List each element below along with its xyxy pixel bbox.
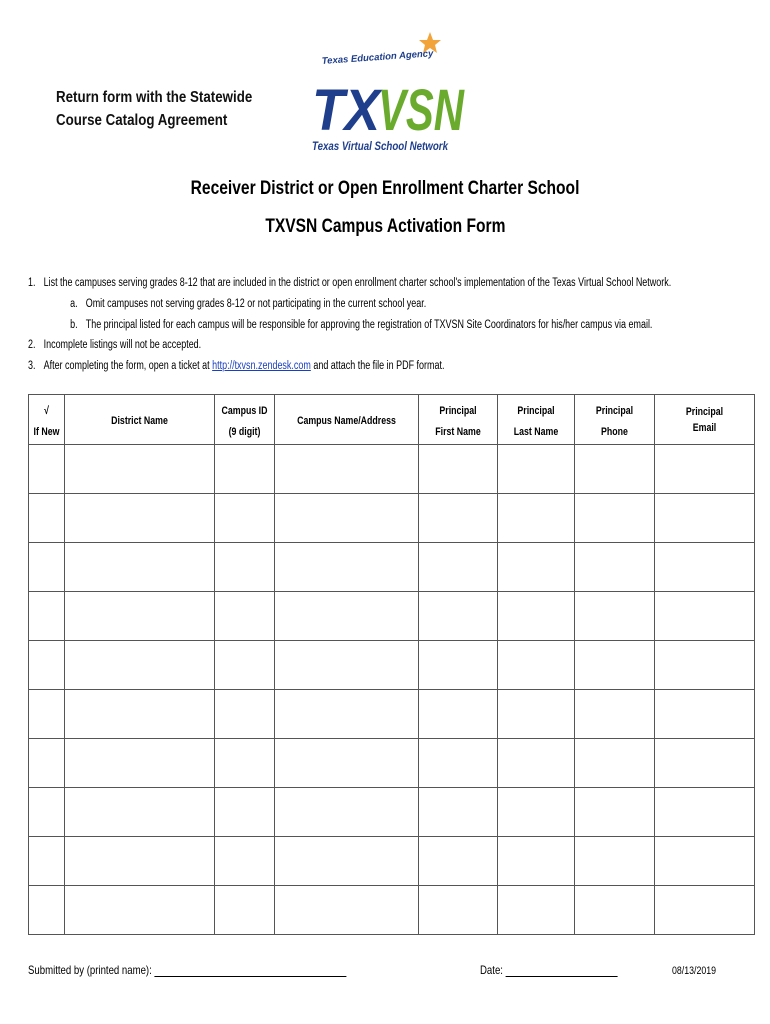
return-note-line-2: Course Catalog Agreement xyxy=(56,112,228,129)
table-cell-input[interactable] xyxy=(655,543,755,592)
table-cell-input[interactable] xyxy=(575,592,655,641)
table-cell-input[interactable] xyxy=(275,592,419,641)
return-instruction-note xyxy=(56,86,252,132)
table-cell-input[interactable] xyxy=(655,739,755,788)
table-cell-input[interactable] xyxy=(575,494,655,543)
table-cell-input[interactable] xyxy=(65,788,215,837)
table-cell-input[interactable] xyxy=(575,837,655,886)
table-cell-input[interactable] xyxy=(655,788,755,837)
table-row xyxy=(29,837,755,886)
table-cell-input[interactable] xyxy=(575,543,655,592)
table-cell-input[interactable] xyxy=(215,886,275,935)
table-header-row xyxy=(29,395,755,445)
table-cell-input[interactable] xyxy=(29,592,65,641)
table-cell-input[interactable] xyxy=(65,543,215,592)
table-cell-input[interactable] xyxy=(419,739,498,788)
col-header-principal-first-name: Principal First Name xyxy=(419,395,498,445)
txvsn-logo xyxy=(308,30,470,154)
table-cell-input[interactable] xyxy=(498,690,575,739)
col-header-campus-name: Campus Name/Address xyxy=(275,395,419,445)
date-line[interactable] xyxy=(506,976,618,977)
logo-tagline-text: Texas Virtual School Network xyxy=(312,141,449,153)
col-header-district-name: District Name xyxy=(65,395,215,445)
table-cell-input[interactable] xyxy=(419,641,498,690)
table-cell-input[interactable] xyxy=(29,690,65,739)
table-cell-input[interactable] xyxy=(275,494,419,543)
table-cell-input[interactable] xyxy=(275,837,419,886)
return-note-line-1: Return form with the Statewide xyxy=(56,89,253,106)
table-row xyxy=(29,739,755,788)
instruction-item-1b: b. The principal listed for each campus will be responsible for approving the registration of TXVSN Site Coordinators for his/her campus via email. xyxy=(70,318,653,331)
logo-vsn-text: VSN xyxy=(378,78,465,143)
col-header-principal-last-name: Principal Last Name xyxy=(498,395,575,445)
logo-tx-text: TX xyxy=(312,78,384,143)
table-cell-input[interactable] xyxy=(575,445,655,494)
table-cell-input[interactable] xyxy=(215,641,275,690)
form-title-line-2: TXVSN Campus Activation Form xyxy=(264,216,506,237)
table-cell-input[interactable] xyxy=(655,592,755,641)
col-header-if-new: √ If New xyxy=(29,395,65,445)
table-cell-input[interactable] xyxy=(29,788,65,837)
table-row xyxy=(29,445,755,494)
col-header-campus-id: Campus ID (9 digit) xyxy=(215,395,275,445)
submitted-by-field xyxy=(28,963,346,977)
table-cell-input[interactable] xyxy=(419,445,498,494)
instruction-item-2: 2. Incomplete listings will not be accepted. xyxy=(28,339,202,352)
table-cell-input[interactable] xyxy=(498,739,575,788)
col-header-principal-phone: Principal Phone xyxy=(575,395,655,445)
table-cell-input[interactable] xyxy=(498,788,575,837)
table-cell-input[interactable] xyxy=(215,690,275,739)
table-cell-input[interactable] xyxy=(498,445,575,494)
table-cell-input[interactable] xyxy=(65,690,215,739)
table-cell-input[interactable] xyxy=(655,690,755,739)
table-body xyxy=(29,445,755,935)
instruction-item-3: 3. After completing the form, open a ticket at http://txvsn.zendesk.com and attach the file in PDF format. xyxy=(28,360,445,373)
submitted-by-line[interactable] xyxy=(154,976,346,977)
table-cell-input[interactable] xyxy=(29,837,65,886)
table-cell-input[interactable] xyxy=(215,788,275,837)
table-cell-input[interactable] xyxy=(65,641,215,690)
table-cell-input[interactable] xyxy=(419,592,498,641)
table-cell-input[interactable] xyxy=(498,543,575,592)
table-cell-input[interactable] xyxy=(215,494,275,543)
col-header-principal-email: Principal Email xyxy=(655,395,755,445)
table-cell-input[interactable] xyxy=(275,788,419,837)
table-row xyxy=(29,690,755,739)
table-cell-input[interactable] xyxy=(655,494,755,543)
table-cell-input[interactable] xyxy=(29,445,65,494)
table-cell-input[interactable] xyxy=(498,494,575,543)
table-cell-input[interactable] xyxy=(498,886,575,935)
table-cell-input[interactable] xyxy=(65,445,215,494)
table-cell-input[interactable] xyxy=(275,886,419,935)
table-cell-input[interactable] xyxy=(65,837,215,886)
table-cell-input[interactable] xyxy=(29,543,65,592)
table-cell-input[interactable] xyxy=(575,788,655,837)
table-cell-input[interactable] xyxy=(215,543,275,592)
table-cell-input[interactable] xyxy=(498,837,575,886)
table-cell-input[interactable] xyxy=(575,739,655,788)
table-cell-input[interactable] xyxy=(419,886,498,935)
table-cell-input[interactable] xyxy=(655,886,755,935)
table-cell-input[interactable] xyxy=(575,690,655,739)
form-title-line-1: Receiver District or Open Enrollment Charter School xyxy=(190,178,580,199)
instructions xyxy=(28,273,761,377)
zendesk-link[interactable]: http://txvsn.zendesk.com xyxy=(212,360,311,373)
table-cell-input[interactable] xyxy=(65,494,215,543)
logo-agency-text: Texas Education Agency xyxy=(321,48,434,67)
table-cell-input[interactable] xyxy=(275,445,419,494)
table-cell-input[interactable] xyxy=(655,641,755,690)
table-cell-input[interactable] xyxy=(65,592,215,641)
campus-table xyxy=(28,394,755,935)
table-cell-input[interactable] xyxy=(29,739,65,788)
table-cell-input[interactable] xyxy=(575,641,655,690)
table-cell-input[interactable] xyxy=(215,445,275,494)
table-row xyxy=(29,592,755,641)
table-cell-input[interactable] xyxy=(275,543,419,592)
table-cell-input[interactable] xyxy=(419,788,498,837)
table-cell-input[interactable] xyxy=(655,445,755,494)
table-cell-input[interactable] xyxy=(419,543,498,592)
table-cell-input[interactable] xyxy=(215,739,275,788)
date-field xyxy=(480,963,618,977)
form-revision-date: 08/13/2019 xyxy=(672,965,717,977)
table-cell-input[interactable] xyxy=(65,886,215,935)
table-cell-input[interactable] xyxy=(419,494,498,543)
table-cell-input[interactable] xyxy=(275,739,419,788)
table-row xyxy=(29,543,755,592)
table-cell-input[interactable] xyxy=(65,739,215,788)
table-cell-input[interactable] xyxy=(275,641,419,690)
table-cell-input[interactable] xyxy=(419,837,498,886)
table-row xyxy=(29,641,755,690)
table-cell-input[interactable] xyxy=(29,886,65,935)
submitted-by-label: Submitted by (printed name): xyxy=(28,963,152,977)
table-cell-input[interactable] xyxy=(29,641,65,690)
table-cell-input[interactable] xyxy=(498,641,575,690)
instruction-item-1: 1. List the campuses serving grades 8-12 that are included in the district or open enrollment charter school's implementation of the Texas Virtual School Network. xyxy=(28,277,672,289)
table-row xyxy=(29,886,755,935)
instruction-item-1a: a. Omit campuses not serving grades 8-12 or not participating in the current school year. xyxy=(70,297,427,310)
table-cell-input[interactable] xyxy=(498,592,575,641)
table-cell-input[interactable] xyxy=(29,494,65,543)
table-cell-input[interactable] xyxy=(655,837,755,886)
table-row xyxy=(29,494,755,543)
table-row xyxy=(29,788,755,837)
table-cell-input[interactable] xyxy=(215,592,275,641)
table-cell-input[interactable] xyxy=(275,690,419,739)
table-cell-input[interactable] xyxy=(215,837,275,886)
table-cell-input[interactable] xyxy=(419,690,498,739)
table-cell-input[interactable] xyxy=(575,886,655,935)
date-label: Date: xyxy=(480,963,503,977)
